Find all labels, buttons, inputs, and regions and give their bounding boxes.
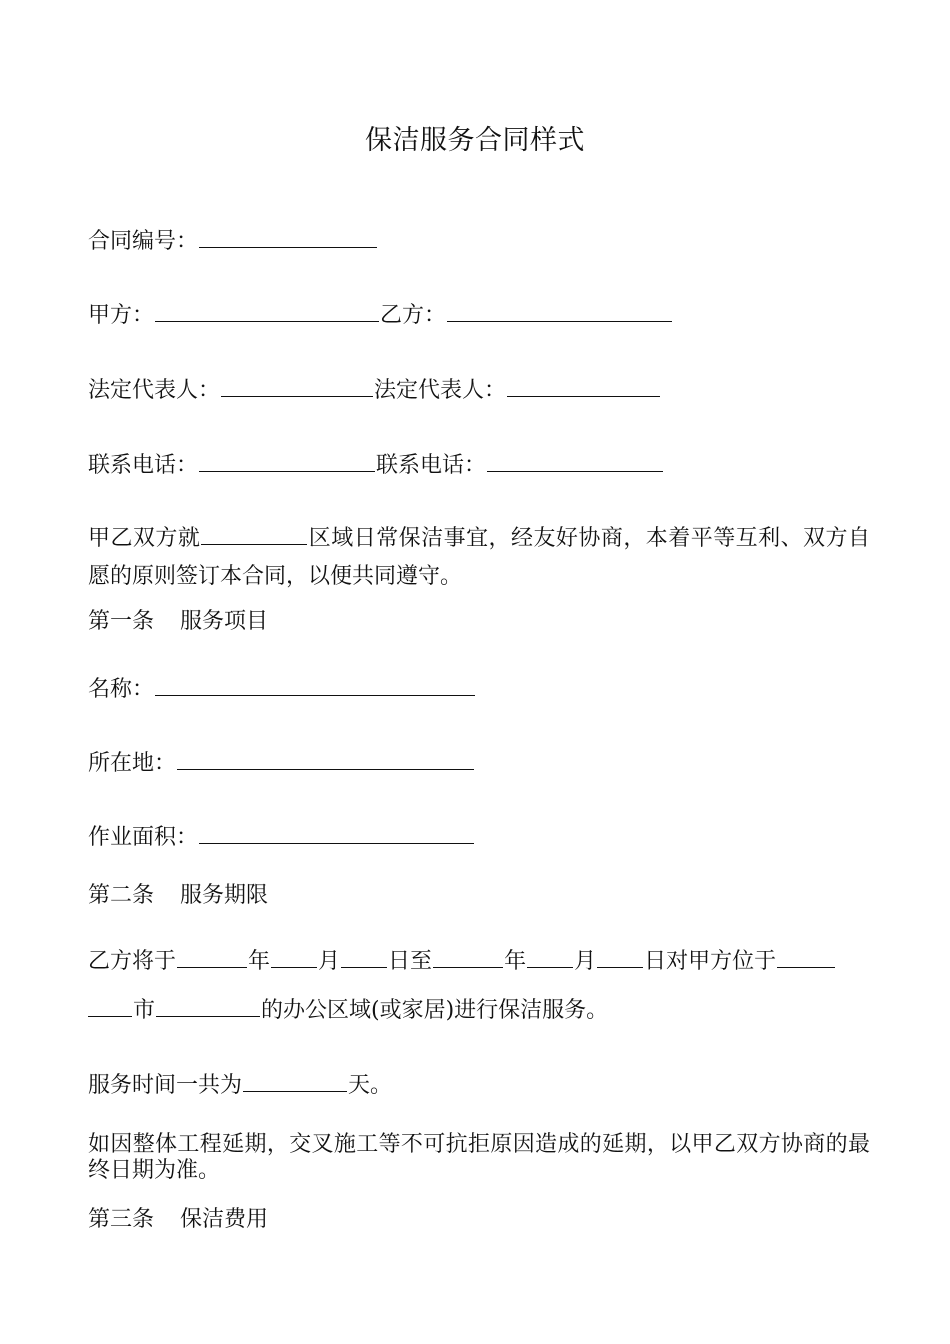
service-period-line-1 <box>88 943 836 977</box>
article-2-title: 服务期限 <box>180 883 269 908</box>
article-2-heading <box>88 881 268 911</box>
party-b-label: 乙方： <box>380 303 447 328</box>
end-month-blank[interactable] <box>527 943 573 968</box>
party-a-legal-rep-blank[interactable] <box>221 372 373 397</box>
city-blank[interactable] <box>156 992 260 1017</box>
province-blank-continued[interactable] <box>88 992 132 1017</box>
work-area-label: 作业面积： <box>88 825 199 850</box>
intro-suffix: 区域日常保洁事宜，经友好协商，本着平等互利、双方自愿的原则签订本合同，以便共同遵守。 <box>88 526 870 589</box>
party-b-legal-rep-label: 法定代表人： <box>374 378 507 403</box>
intro-prefix: 甲乙双方就 <box>88 526 201 551</box>
start-day-blank[interactable] <box>341 943 387 968</box>
contract-number-label: 合同编号： <box>88 229 199 254</box>
service-name-label: 名称： <box>88 677 155 702</box>
contract-number-blank[interactable] <box>199 223 377 248</box>
article-2-number: 第二条 <box>88 883 155 908</box>
service-duration-line <box>88 1067 392 1101</box>
intro-paragraph <box>88 520 870 596</box>
city-label: 市 <box>133 998 156 1023</box>
location-line <box>88 745 475 779</box>
duration-days-blank[interactable] <box>243 1067 347 1092</box>
start-month-label: 月 <box>318 949 341 974</box>
parties-line <box>88 297 673 331</box>
location-blank[interactable] <box>177 745 474 770</box>
end-month-label: 月 <box>574 949 597 974</box>
province-blank[interactable] <box>777 943 835 968</box>
service-location-text: 的办公区域(或家居)进行保洁服务。 <box>261 998 609 1023</box>
party-b-phone-label: 联系电话： <box>376 453 487 478</box>
start-year-blank[interactable] <box>177 943 247 968</box>
work-area-blank[interactable] <box>199 819 474 844</box>
service-period-line-2 <box>88 992 608 1026</box>
period-intro-text: 乙方将于 <box>88 949 177 974</box>
service-name-blank[interactable] <box>155 671 475 696</box>
document-title: 保洁服务合同样式 <box>365 125 585 156</box>
party-a-legal-rep-label: 法定代表人： <box>88 378 221 403</box>
phone-line <box>88 447 664 481</box>
end-year-label: 年 <box>504 949 527 974</box>
end-day-label: 日对甲方位于 <box>644 949 777 974</box>
duration-prefix: 服务时间一共为 <box>88 1073 243 1098</box>
article-3-title: 保洁费用 <box>180 1207 269 1232</box>
party-a-phone-blank[interactable] <box>199 447 375 472</box>
start-year-label: 年 <box>248 949 271 974</box>
party-a-blank[interactable] <box>155 297 379 322</box>
end-year-blank[interactable] <box>433 943 503 968</box>
article-3-heading <box>88 1205 268 1235</box>
start-month-blank[interactable] <box>271 943 317 968</box>
start-day-label: 日至 <box>388 949 433 974</box>
end-day-blank[interactable] <box>597 943 643 968</box>
article-1-title: 服务项目 <box>180 609 269 634</box>
region-blank[interactable] <box>201 520 307 545</box>
party-a-phone-label: 联系电话： <box>88 453 199 478</box>
delay-clause: 如因整体工程延期，交叉施工等不可抗拒原因造成的延期，以甲乙双方协商的最终日期为准。 <box>88 1132 870 1183</box>
article-1-number: 第一条 <box>88 609 155 634</box>
legal-representative-line <box>88 372 661 406</box>
duration-suffix: 天。 <box>348 1073 393 1098</box>
service-name-line <box>88 671 476 705</box>
contract-number-line <box>88 223 378 257</box>
party-b-phone-blank[interactable] <box>487 447 663 472</box>
work-area-line <box>88 819 475 853</box>
party-b-blank[interactable] <box>447 297 672 322</box>
party-a-label: 甲方： <box>88 303 155 328</box>
party-b-legal-rep-blank[interactable] <box>507 372 660 397</box>
article-3-number: 第三条 <box>88 1207 155 1232</box>
location-label: 所在地： <box>88 751 177 776</box>
article-1-heading <box>88 607 268 637</box>
